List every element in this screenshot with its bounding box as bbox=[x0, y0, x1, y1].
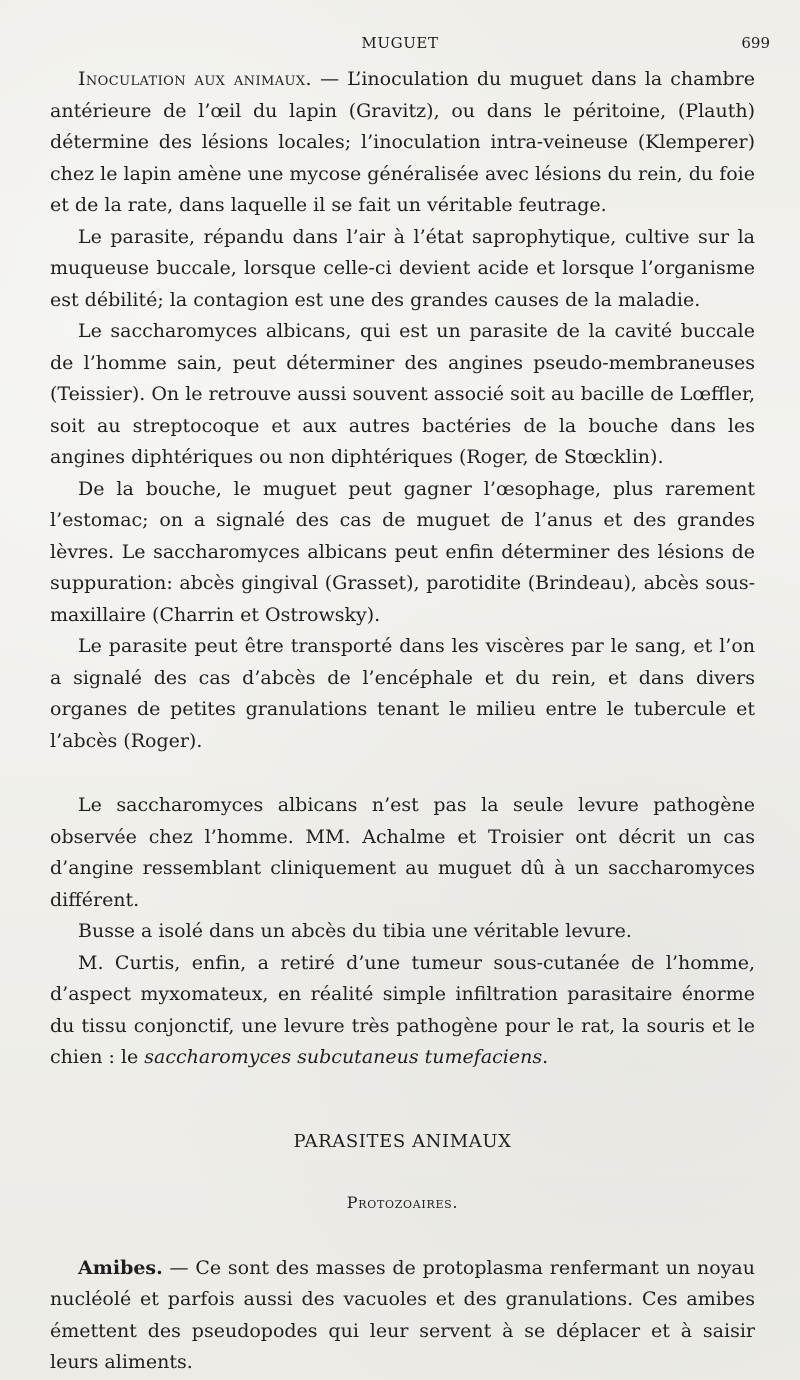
section-title: PARASITES ANIMAUX bbox=[293, 1130, 512, 1152]
running-title: MUGUET bbox=[361, 34, 439, 52]
paragraph-label: Amibes. bbox=[78, 1256, 163, 1279]
paragraph-saccharomyces: Le saccharomyces albicans, qui est un parasite de la cavité buccale de l’homme sain, peut déterminer des angines pseudo-membraneuses (Teissier). On le retrouve aussi souvent associé soit au bacille de Lœffler, soit au streptocoque et aux autres bactéries de la bouche dans les angines diphtériques ou non diphtériques (Roger, de Stœcklin). bbox=[50, 320, 755, 468]
page-number: 699 bbox=[741, 34, 770, 52]
paragraph-levure: Le saccharomyces albicans n’est pas la seule levure pathogène observée chez l’homme. MM. Achalme et Troisier ont décrit un cas d’angine ressemblant cliniquement au muguet dû à un saccharomyces différent. bbox=[50, 794, 755, 911]
paragraph-gap bbox=[50, 757, 755, 790]
paragraph-bouche: De la bouche, le muguet peut gagner l’œsophage, plus rarement l’estomac; on a signalé des cas de muguet de l’anus et des grandes lèvres. Le saccharomyces albicans peut enfin déterminer des lésions de suppuration: abcès gingival (Grasset), parotidite (Brindeau), abcès sous-maxillaire (Charrin et Ostrowsky). bbox=[50, 477, 755, 626]
paragraph-text: — L’inoculation du muguet dans la chambre antérieure de l’œil du lapin (Gravitz), ou dans le péritoine, (Plauth) détermine des lésions locales; l’inoculation intra-veineuse (Klemperer) chez le lapin amène une mycose généralisée avec lésions du rein, du foie et de la rate, dans laquelle il se fait un véritable feutrage. bbox=[50, 68, 756, 216]
paragraph-busse: Busse a isolé dans un abcès du tibia une véritable levure. bbox=[78, 920, 632, 942]
paragraph-text: M. Curtis, enfin, a retiré d’une tumeur sous-cutanée de l’homme, d’aspect myxomateux, en réalité simple infiltration parasitaire énorme du tissu conjonctif, une levure très pathogène pour le rat, la souris et le chien : le bbox=[50, 951, 755, 1068]
paragraph-inoculation bbox=[50, 64, 755, 222]
paragraph-text: — Ce sont des masses de protoplasma renfermant un noyau nucléolé et parfois aussi des vacuoles et des granulations. Ces amibes émettent des pseudopodes qui leur servent à se déplacer et à saisir leurs aliments. bbox=[50, 1256, 755, 1373]
paragraph-end: . bbox=[542, 1046, 549, 1068]
subsection-title: Protozoaires. bbox=[346, 1193, 459, 1212]
italic-species-name: saccharomyces subcutaneus tumefaciens bbox=[144, 1046, 543, 1068]
paragraph-curtis bbox=[50, 948, 755, 1074]
paragraph-amibes bbox=[50, 1253, 755, 1379]
page-content bbox=[50, 64, 755, 1379]
paragraph-label: Inoculation aux animaux. bbox=[78, 68, 312, 90]
paragraph-transport: Le parasite peut être transporté dans les viscères par le sang, et l’on a signalé des cas d’abcès de l’encéphale et du rein, et dans divers organes de petites granulations tenant le milieu entre le tubercule et l’abcès (Roger). bbox=[50, 635, 755, 752]
paragraph-parasite: Le parasite, répandu dans l’air à l’état saprophytique, cultive sur la muqueuse buccale, lorsque celle-ci devient acide et lorsque l’organisme est débilité; la contagion est une des grandes causes de la maladie. bbox=[50, 225, 755, 311]
